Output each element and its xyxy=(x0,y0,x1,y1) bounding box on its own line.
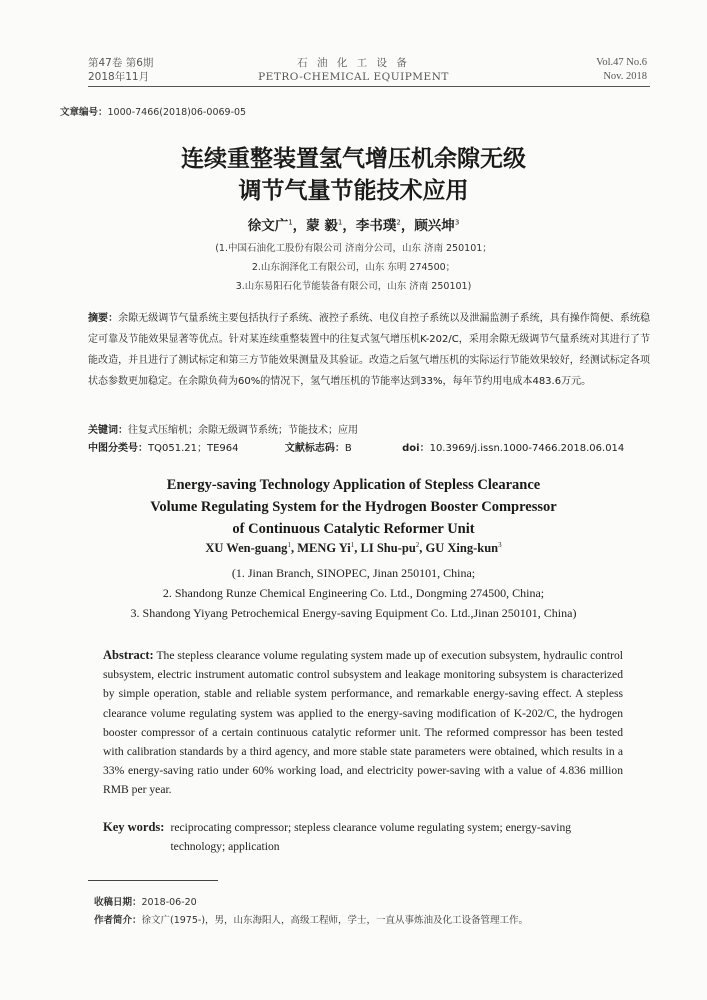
author-cn: 李书璞 xyxy=(355,218,397,234)
author-cn-sup: 3 xyxy=(454,218,460,227)
authors-cn: 徐文广$^1$，蒙 毅$^1$，李书璞$^2$，顾兴坤$^3$ xyxy=(247,218,460,234)
clc-label: 中图分类号： xyxy=(88,443,148,454)
author-en-sup: 3 xyxy=(498,541,502,549)
abstract-cn-text: 余隙无级调节气量系统主要包括执行子系统、液控子系统、电仪自控子系统以及泄漏监测子系统，具有操作简便、系统稳定可靠及节能效果显著等优点。针对某连续重整装置中的往复式氢气增压机K-202/C，采用余隙无级调节气量系统对其进行了节能改造，并且进行了测试标定和第三方节能效果测量及其验证。改造之后氢气增压机的实际运行节能效果较好，经测试标定各项状态参数更加稳定。在余隙负荷为60%的情况下，氢气增压机的节能率达到33%，每年节约用电成本483.6万元。 xyxy=(88,313,650,387)
affiliation-cn-3: 3.山东易阳石化节能装备有限公司，山东 济南 250101) xyxy=(235,281,472,292)
author-cn: 蒙 毅 xyxy=(306,218,338,234)
keywords-cn-label: 关键词： xyxy=(88,425,128,436)
keywords-en xyxy=(103,818,623,856)
header-right xyxy=(596,56,647,84)
footnote-received xyxy=(94,894,197,908)
journal-cn: 石 油 化 工 设 备 xyxy=(297,57,410,69)
authors-en: XU Wen-guang$^1$, MENG Yi$^1$, LI Shu-$pu^2$, GU Xing-kun$^3$ xyxy=(205,541,502,556)
received-label: 收稿日期： xyxy=(94,897,142,908)
author-en: GU Xing-kun xyxy=(425,541,499,556)
title-en-line-1: Energy-saving Technology Application of Stepless Clearance xyxy=(166,477,541,493)
author-bio: 徐文广(1975-)，男，山东海阳人，高级工程师，学士，一直从事炼油及化工设备管理工作。 xyxy=(141,915,529,926)
clc-value: TQ051.21；TE964 xyxy=(148,443,239,454)
keywords-cn-text: 往复式压缩机；余隙无级调节系统；节能技术；应用 xyxy=(128,425,358,436)
article-number-label: 文章编号： xyxy=(60,107,108,118)
author-en: MENG Yi xyxy=(297,541,351,556)
volume-en: Vol.47 No.6 xyxy=(596,57,647,68)
received-date: 2018-06-20 xyxy=(141,897,197,908)
abstract-cn xyxy=(88,308,650,392)
affiliation-en-1: (1. Jinan Branch, SINOPEC, Jinan 250101, China; xyxy=(231,566,476,580)
doi-value: 10.3969/j.issn.1000-7466.2018.06.014 xyxy=(429,443,625,454)
date-en: Nov. 2018 xyxy=(603,71,647,82)
abstract-en-label: Abstract: xyxy=(103,648,154,662)
author-en-sup: 1 xyxy=(287,541,291,549)
author-en-sup: 2 xyxy=(415,541,420,549)
date-cn: 2018年11月 xyxy=(88,71,150,83)
article-number xyxy=(60,104,246,118)
author-en-sup: 1 xyxy=(350,541,355,549)
volume-cn: 第47卷 第6期 xyxy=(88,57,154,69)
abstract-en-text: The stepless clearance volume regulating system made up of execution subsystem, hydraulic control subsystem, electric instrument automatic control subsystem and leakage monitoring subsystem is characterized by simple operation, stable and reliable system performance, and remarkable energy-saving effect. A stepless clearance volume regulating system was applied to the energy-saving modification of K-202/C, the hydrogen booster compressor of a certain continuous catalytic reformer unit. The reformed compressor has been tested with calibration standards by a third agency, and more stable state parameters were obtained, which results in a 33% energy-saving ratio under 60% working load, and electricity power-saving with a value of 4.836 million RMB per year. xyxy=(103,649,623,797)
abstract-cn-label: 摘要： xyxy=(88,313,119,324)
title-cn-line-1: 连续重整装置氢气增压机余隙无级 xyxy=(181,146,526,172)
doc-code-value: B xyxy=(344,443,352,454)
author-cn-sup: 2 xyxy=(396,218,401,227)
author-cn: 顾兴坤 xyxy=(414,218,455,234)
journal-en: PETRO-CHEMICAL EQUIPMENT xyxy=(258,71,449,83)
affiliation-en-3: 3. Shandong Yiyang Petrochemical Energy-saving Equipment Co. Ltd.,Jinan 250101, China) xyxy=(130,606,577,620)
keywords-en-text: reciprocating compressor; stepless clearance volume regulating system; energy-saving technology; application xyxy=(170,821,572,854)
title-cn-line-2: 调节气量节能技术应用 xyxy=(238,178,469,204)
affiliation-cn-1: (1.中国石油化工股份有限公司 济南分公司，山东 济南 250101； xyxy=(215,243,492,254)
title-en-line-3: of Continuous Catalytic Reformer Unit xyxy=(232,521,475,537)
doc-code-label: 文献标志码： xyxy=(284,443,345,454)
author-cn-sup: 1 xyxy=(288,218,293,227)
affiliation-en-2: 2. Shandong Runze Chemical Engineering Co. Ltd., Dongming 274500, China; xyxy=(162,586,545,600)
author-en: LI Shu-pu xyxy=(360,541,416,556)
classification-cn xyxy=(88,439,650,454)
author-cn-sup: 1 xyxy=(337,218,343,227)
keywords-en-label: Key words: xyxy=(103,820,165,834)
footnote-rule xyxy=(88,880,218,881)
header-rule xyxy=(88,86,650,87)
article-number-value: 1000-7466(2018)06-0069-05 xyxy=(107,107,247,118)
keywords-cn xyxy=(88,421,650,436)
author-en: XU Wen-guang xyxy=(205,541,288,556)
footnote-author xyxy=(94,912,528,926)
abstract-en xyxy=(103,646,623,800)
author-bio-label: 作者简介： xyxy=(94,915,142,926)
doi-label: doi： xyxy=(402,443,430,454)
author-cn: 徐文广 xyxy=(247,218,289,234)
title-en-line-2: Volume Regulating System for the Hydrogen Booster Compressor xyxy=(150,499,557,515)
affiliation-cn-2: 2.山东润泽化工有限公司，山东 东明 274500； xyxy=(251,262,456,273)
